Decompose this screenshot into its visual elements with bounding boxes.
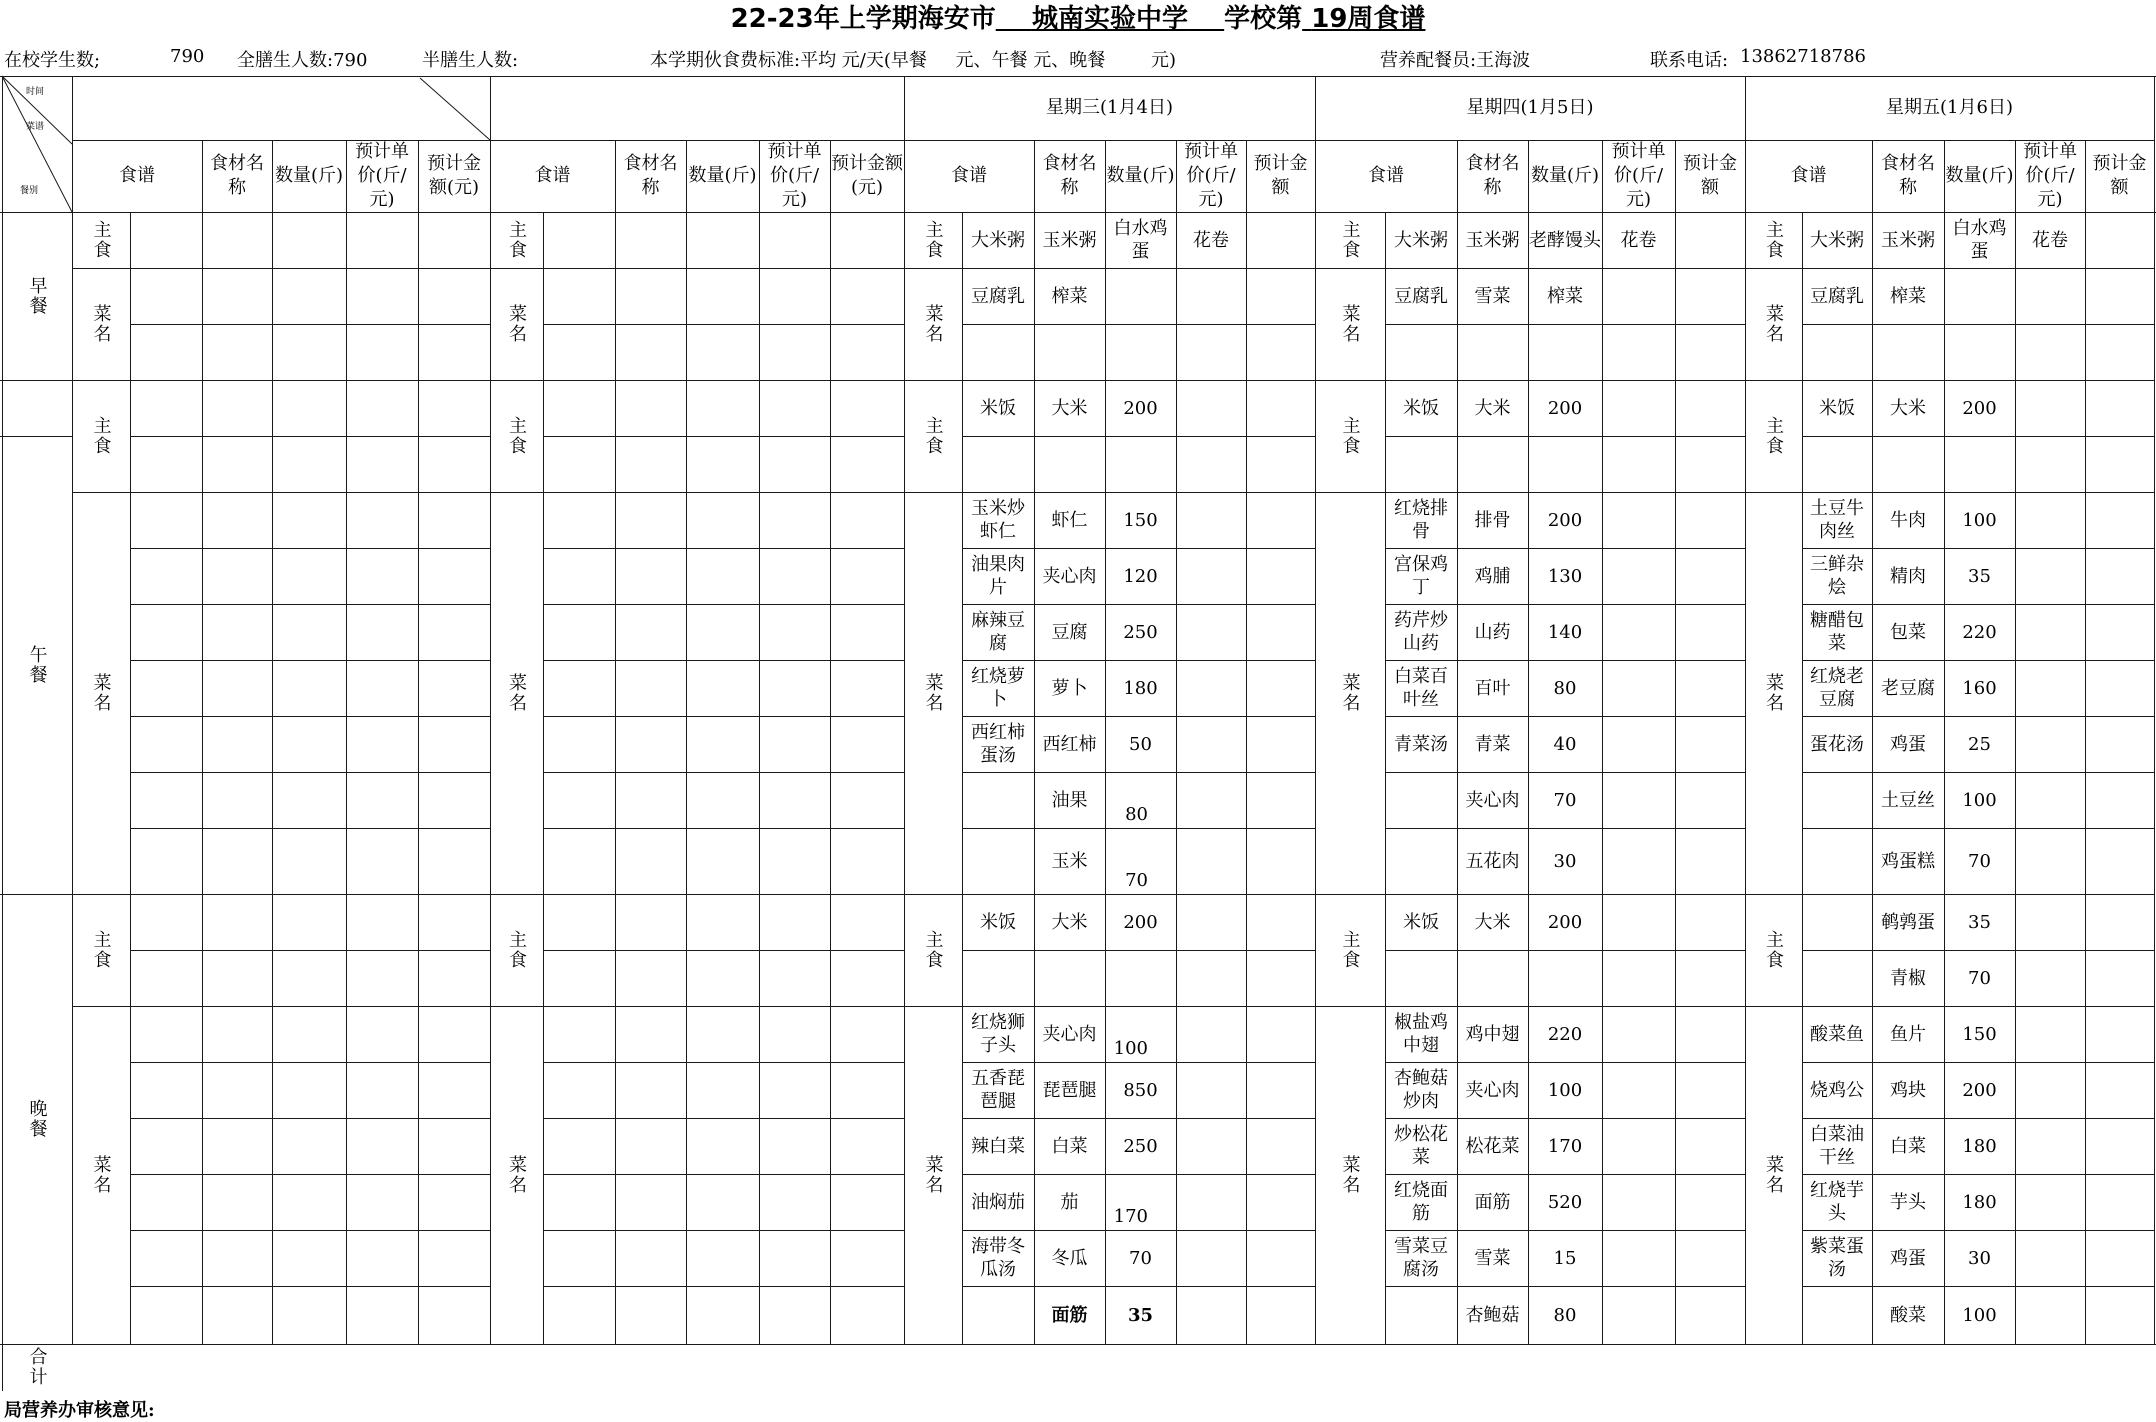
lunch-ingredient: 油果 [1051, 789, 1088, 811]
lunch-ingredient: 牛肉 [1890, 509, 1926, 531]
lunch-quantity: 250 [1123, 621, 1158, 643]
day-header: 星期五(1月6日) [1886, 97, 2013, 118]
grid-line [543, 1062, 905, 1063]
corner-time: 时间 [25, 87, 44, 97]
dinner-ingredient: 白菜 [1051, 1135, 1088, 1157]
lunch-quantity: 40 [1553, 733, 1577, 755]
col-header-amount: 预计金额(元) [831, 153, 903, 198]
label-dish: 菜名 [922, 304, 944, 344]
dinner-quantity: 180 [1962, 1135, 1997, 1157]
lunch-staple-quantity: 200 [1962, 397, 1997, 419]
lunch-quantity: 30 [1553, 850, 1577, 872]
col-header-ingredient: 食材名称 [1042, 153, 1097, 198]
dinner-staple-ingredient: 青椒 [1890, 967, 1926, 989]
lunch-ingredient: 排骨 [1474, 509, 1511, 531]
col-header-recipe: 食谱 [119, 165, 155, 186]
lunch-quantity: 25 [1968, 733, 1991, 755]
breakfast-item: 榨菜 [1051, 285, 1088, 307]
lunch-dish: 红烧萝卜 [971, 666, 1025, 710]
breakfast-item [1176, 268, 1246, 324]
lunch-quantity: 80 [1125, 804, 1148, 825]
breakfast-item [2015, 268, 2085, 324]
full-board-count: 全膳生人数:790 [237, 50, 368, 71]
grid-line [543, 828, 905, 829]
half-board-count: 半膳生人数: [422, 50, 519, 71]
breakfast-item: 老酵馒头 [1529, 229, 1601, 251]
lunch-ingredient: 豆腐 [1051, 621, 1088, 643]
dinner-dish [962, 1286, 1034, 1344]
label-staple: 主食 [1339, 930, 1361, 970]
grid-line [543, 1286, 905, 1287]
grid-line [130, 894, 491, 895]
lunch-ingredient: 老豆腐 [1881, 677, 1935, 699]
col-header-amount: 预计金额 [2092, 153, 2147, 198]
lunch-quantity: 35 [1968, 565, 1991, 587]
grid-line [130, 548, 491, 549]
dinner-staple-quantity: 70 [1968, 967, 1991, 989]
col-header-recipe: 食谱 [534, 165, 571, 186]
breakfast-item: 玉米粥 [1465, 229, 1520, 251]
grid-line [130, 436, 491, 437]
grid-line [543, 548, 905, 549]
col-header-quantity: 数量(斤) [1945, 165, 2014, 186]
dinner-ingredient: 夹心肉 [1042, 1023, 1097, 1045]
label-dish: 菜名 [1339, 1155, 1361, 1195]
grid-line [543, 894, 905, 895]
breakfast-item [1602, 268, 1675, 324]
lunch-ingredient: 青菜 [1474, 733, 1511, 755]
lunch-quantity: 220 [1962, 621, 1997, 643]
day-header: 星期三(1月4日) [1046, 97, 1173, 118]
label-dish: 菜名 [1763, 673, 1784, 713]
dinner-dish: 辣白菜 [971, 1135, 1025, 1157]
dinner-ingredient: 芋头 [1890, 1191, 1926, 1213]
lunch-quantity: 100 [1962, 509, 1997, 531]
breakfast-item [1944, 268, 2015, 324]
lunch-dish: 红烧老豆腐 [1810, 666, 1864, 710]
label-dish: 菜名 [90, 1155, 112, 1195]
dinner-quantity: 30 [1968, 1247, 1991, 1269]
dinner-quantity: 180 [1962, 1191, 1997, 1213]
grid-line [130, 772, 491, 773]
grid-line [543, 1230, 905, 1231]
grid-line [543, 1006, 905, 1007]
dinner-ingredient: 冬瓜 [1051, 1247, 1088, 1269]
lunch-quantity: 80 [1553, 677, 1577, 699]
dinner-dish: 杏鲍菇炒肉 [1394, 1068, 1448, 1112]
lunch-quantity: 70 [1125, 870, 1148, 891]
corner-meal: 餐别 [19, 186, 38, 196]
lunch-quantity: 100 [1962, 789, 1997, 811]
lunch-staple-quantity: 200 [1547, 397, 1583, 419]
lunch-dish: 西红柿蛋汤 [971, 722, 1025, 766]
dinner-quantity: 70 [1129, 1247, 1152, 1269]
dinner-ingredient: 酸菜 [1890, 1304, 1926, 1326]
col-header-ingredient: 食材名称 [1465, 153, 1520, 198]
grid-line [130, 492, 491, 493]
breakfast-item: 榨菜 [1890, 285, 1926, 307]
lunch-dish: 红烧排骨 [1394, 498, 1448, 542]
dinner-dish: 红烧芋头 [1810, 1180, 1864, 1224]
lunch-quantity: 180 [1123, 677, 1158, 699]
lunch-quantity: 150 [1123, 509, 1158, 531]
lunch-dish: 蛋花汤 [1810, 733, 1864, 755]
lunch-dish [962, 828, 1034, 894]
lunch-ingredient: 玉米 [1051, 850, 1088, 872]
label-staple: 主食 [922, 220, 944, 260]
breakfast-item: 榨菜 [1547, 285, 1583, 307]
label-staple: 主食 [1339, 220, 1361, 260]
label-staple: 主食 [90, 416, 112, 456]
col-header-unit-price: 预计单价(斤/元) [1184, 141, 1238, 210]
review-opinion: 局营养办审核意见: [4, 1400, 155, 1421]
dinner-dish [1802, 1286, 1872, 1344]
grid-line [130, 324, 491, 325]
grid-line [130, 1174, 491, 1175]
lunch-dish: 麻辣豆腐 [971, 610, 1025, 654]
grid-line [130, 380, 491, 381]
grid-line [543, 950, 905, 951]
dinner-dish: 油焖茄 [971, 1191, 1025, 1213]
dinner-ingredient: 面筋 [1051, 1304, 1088, 1326]
grid-line [962, 950, 1316, 951]
lunch-ingredient: 虾仁 [1051, 509, 1088, 531]
breakfast-item: 雪菜 [1474, 285, 1511, 307]
col-header-recipe: 食谱 [1790, 165, 1827, 186]
page-title: 22-23年上学期海安市 城南实验中学 学校第 19周食谱 [730, 4, 1426, 34]
dinner-ingredient: 雪菜 [1474, 1247, 1511, 1269]
grid-line [1385, 324, 1746, 325]
lunch-ingredient: 土豆丝 [1881, 789, 1935, 811]
dinner-ingredient: 面筋 [1474, 1191, 1511, 1213]
meal-fee-standard: 本学期伙食费标准:平均 元/天(早餐 元、午餐 元、晚餐 元) [650, 50, 1176, 71]
lunch-dish [1802, 772, 1872, 828]
lunch-dish [1385, 828, 1457, 894]
dinner-quantity: 150 [1962, 1023, 1997, 1045]
col-header-recipe: 食谱 [1368, 165, 1404, 186]
label-staple: 主食 [506, 220, 527, 260]
lunch-dish [1802, 828, 1872, 894]
grid-line [130, 660, 491, 661]
col-header-ingredient: 食材名称 [1881, 153, 1935, 198]
breakfast-item: 白水鸡蛋 [1952, 218, 2007, 262]
grid-line [543, 380, 905, 381]
label-dish: 菜名 [90, 673, 112, 713]
meal-lunch: 午餐 [26, 645, 48, 685]
label-staple: 主食 [922, 416, 944, 456]
breakfast-item [1105, 268, 1176, 324]
grid-line [130, 1118, 491, 1119]
dinner-ingredient: 杏鲍菇 [1465, 1304, 1520, 1326]
label-dish: 菜名 [922, 673, 944, 713]
label-staple: 主食 [1339, 416, 1361, 456]
phone-label: 联系电话: [1650, 50, 1729, 71]
dinner-dish: 椒盐鸡中翅 [1394, 1012, 1448, 1056]
grid-line [130, 1344, 491, 1345]
col-header-unit-price: 预计单价(斤/元) [2023, 141, 2077, 210]
label-dish: 菜名 [506, 1155, 527, 1195]
day-header: 星期四(1月5日) [1466, 97, 1594, 118]
grid-line [962, 436, 1316, 437]
col-header-amount: 预计金额 [1253, 153, 1308, 198]
grid-line [543, 1118, 905, 1119]
lunch-ingredient: 鸡蛋 [1890, 733, 1926, 755]
meal-total: 合计 [26, 1347, 48, 1387]
dinner-dish: 红烧狮子头 [971, 1012, 1025, 1056]
breakfast-item: 豆腐乳 [971, 285, 1025, 307]
lunch-dish: 糖醋包菜 [1810, 610, 1864, 654]
lunch-quantity: 140 [1547, 621, 1583, 643]
lunch-dish: 药芹炒山药 [1394, 610, 1448, 654]
label-staple: 主食 [1763, 416, 1784, 456]
lunch-quantity: 120 [1123, 565, 1158, 587]
label-dish: 菜名 [1763, 304, 1784, 344]
grid-line [130, 268, 491, 269]
grid-line [1385, 1344, 1746, 1345]
phone-number: 13862718786 [1740, 46, 1866, 67]
lunch-ingredient: 鸡蛋糕 [1881, 850, 1935, 872]
lunch-quantity: 70 [1553, 789, 1577, 811]
grid-line [0, 380, 73, 381]
dinner-ingredient: 鸡中翅 [1465, 1023, 1520, 1045]
lunch-dish: 土豆牛肉丝 [1810, 498, 1864, 542]
grid-line [543, 716, 905, 717]
dinner-dish: 烧鸡公 [1810, 1079, 1864, 1101]
grid-line [543, 772, 905, 773]
lunch-dish: 三鲜杂烩 [1810, 554, 1864, 598]
breakfast-item: 豆腐乳 [1810, 285, 1864, 307]
col-header-quantity: 数量(斤) [1530, 165, 1600, 186]
dinner-ingredient: 鸡块 [1890, 1079, 1926, 1101]
dinner-staple-ingredient: 大米 [1474, 911, 1511, 933]
lunch-quantity: 130 [1547, 565, 1583, 587]
students-label: 在校学生数; [4, 50, 101, 71]
dinner-staple-ingredient: 鹌鹑蛋 [1881, 911, 1935, 933]
dinner-staple-dish [1802, 894, 1872, 950]
lunch-dish [962, 772, 1034, 828]
grid-line [543, 436, 905, 437]
label-staple: 主食 [1763, 930, 1784, 970]
dinner-ingredient: 茄 [1060, 1191, 1079, 1213]
meal-breakfast: 早餐 [26, 276, 48, 316]
col-header-unit-price: 预计单价(斤/元) [767, 141, 822, 210]
dinner-dish: 红烧面筋 [1394, 1180, 1448, 1224]
lunch-ingredient: 萝卜 [1051, 677, 1088, 699]
dinner-quantity: 170 [1113, 1206, 1148, 1227]
lunch-ingredient: 山药 [1474, 621, 1511, 643]
lunch-ingredient: 包菜 [1890, 621, 1926, 643]
breakfast-item: 大米粥 [1810, 229, 1864, 251]
grid-line [1385, 950, 1746, 951]
grid-line [543, 660, 905, 661]
grid-line [1802, 324, 2155, 325]
dinner-dish: 白菜油干丝 [1810, 1124, 1864, 1168]
dinner-ingredient: 鱼片 [1890, 1023, 1926, 1045]
label-dish: 菜名 [1339, 304, 1361, 344]
dinner-ingredient: 琵琶腿 [1042, 1079, 1097, 1101]
grid-line [130, 1062, 491, 1063]
lunch-quantity: 200 [1547, 509, 1583, 531]
label-dish: 菜名 [506, 304, 527, 344]
grid-line [130, 212, 491, 213]
lunch-ingredient: 鸡脯 [1474, 565, 1511, 587]
dinner-dish [1385, 1286, 1457, 1344]
dinner-quantity: 200 [1962, 1079, 1997, 1101]
col-header-unit-price: 预计单价(斤/元) [355, 141, 409, 210]
lunch-staple-ingredient: 大米 [1890, 397, 1926, 419]
grid-line [543, 1344, 905, 1345]
dinner-quantity: 15 [1553, 1247, 1577, 1269]
lunch-staple-quantity: 200 [1123, 397, 1158, 419]
breakfast-item: 玉米粥 [1881, 229, 1935, 251]
grid-line [1802, 1344, 2155, 1345]
breakfast-item: 花卷 [2032, 229, 2068, 251]
dinner-quantity: 80 [1553, 1304, 1577, 1326]
col-header-amount: 预计金额(元) [427, 153, 481, 198]
dinner-staple-dish [1802, 950, 1872, 1006]
breakfast-item: 玉米粥 [1042, 229, 1097, 251]
col-header-quantity: 数量(斤) [274, 165, 344, 186]
students-value: 790 [170, 46, 205, 67]
dinner-quantity: 35 [1127, 1304, 1154, 1326]
dinner-dish: 酸菜鱼 [1810, 1023, 1864, 1045]
grid-line [130, 950, 491, 951]
dinner-quantity: 220 [1547, 1023, 1583, 1045]
label-staple: 主食 [506, 930, 527, 970]
dinner-dish: 炒松花菜 [1394, 1124, 1448, 1168]
label-dish: 菜名 [506, 673, 527, 713]
col-header-ingredient: 食材名称 [210, 153, 264, 198]
lunch-dish: 油果肉片 [971, 554, 1025, 598]
lunch-dish: 玉米炒虾仁 [971, 498, 1025, 542]
col-header-quantity: 数量(斤) [1106, 165, 1175, 186]
dinner-dish: 海带冬瓜汤 [971, 1236, 1025, 1280]
grid-line [543, 1174, 905, 1175]
grid-line [130, 604, 491, 605]
lunch-ingredient: 西红柿 [1042, 733, 1097, 755]
breakfast-item: 大米粥 [1394, 229, 1448, 251]
col-header-amount: 预计金额 [1683, 153, 1737, 198]
grid-line [543, 604, 905, 605]
meal-dinner: 晚餐 [26, 1099, 48, 1139]
label-staple: 主食 [506, 416, 527, 456]
grid-line [543, 324, 905, 325]
grid-line [130, 1230, 491, 1231]
grid-line [1802, 436, 2155, 437]
lunch-staple-ingredient: 大米 [1474, 397, 1511, 419]
grid-line [543, 212, 905, 213]
breakfast-item: 豆腐乳 [1394, 285, 1448, 307]
col-header-ingredient: 食材名称 [623, 153, 678, 198]
grid-line [130, 716, 491, 717]
label-dish: 菜名 [922, 1155, 944, 1195]
grid-line [962, 1344, 1316, 1345]
dinner-ingredient: 鸡蛋 [1890, 1247, 1926, 1269]
dinner-staple-quantity: 200 [1547, 911, 1583, 933]
dinner-quantity: 100 [1113, 1038, 1148, 1059]
dinner-quantity: 520 [1547, 1191, 1583, 1213]
col-header-unit-price: 预计单价(斤/元) [1611, 141, 1666, 210]
dinner-dish: 雪菜豆腐汤 [1394, 1236, 1448, 1280]
dinner-quantity: 100 [1962, 1304, 1997, 1326]
dinner-staple-quantity: 200 [1123, 911, 1158, 933]
lunch-staple-dish: 米饭 [1819, 397, 1855, 419]
dinner-dish: 五香琵琶腿 [971, 1068, 1025, 1112]
lunch-quantity: 70 [1968, 850, 1991, 872]
lunch-dish [1385, 772, 1457, 828]
dinner-staple-dish: 米饭 [1403, 911, 1439, 933]
grid-line [1385, 436, 1746, 437]
label-staple: 主食 [90, 930, 112, 970]
dinner-staple-ingredient: 大米 [1051, 911, 1088, 933]
grid-line [543, 268, 905, 269]
lunch-dish: 白菜百叶丝 [1394, 666, 1448, 710]
dinner-ingredient: 白菜 [1890, 1135, 1926, 1157]
grid-line [543, 492, 905, 493]
grid-line [130, 1286, 491, 1287]
lunch-quantity: 50 [1129, 733, 1152, 755]
grid-line [962, 324, 1316, 325]
lunch-ingredient: 五花肉 [1465, 850, 1520, 872]
lunch-ingredient: 精肉 [1890, 565, 1926, 587]
dinner-staple-quantity: 35 [1968, 911, 1991, 933]
label-staple: 主食 [90, 220, 112, 260]
lunch-ingredient: 夹心肉 [1042, 565, 1097, 587]
grid-line [130, 1006, 491, 1007]
dinner-dish: 紫菜蛋汤 [1810, 1236, 1864, 1280]
label-dish: 菜名 [1339, 673, 1361, 713]
label-staple: 主食 [1763, 220, 1784, 260]
lunch-dish: 青菜汤 [1394, 733, 1448, 755]
lunch-staple-ingredient: 大米 [1051, 397, 1088, 419]
grid-line [130, 828, 491, 829]
breakfast-item: 花卷 [1620, 229, 1657, 251]
dinner-quantity: 100 [1547, 1079, 1583, 1101]
dinner-ingredient: 夹心肉 [1465, 1079, 1520, 1101]
col-header-quantity: 数量(斤) [688, 165, 757, 186]
lunch-ingredient: 夹心肉 [1465, 789, 1520, 811]
breakfast-item: 花卷 [1193, 229, 1229, 251]
col-header-recipe: 食谱 [951, 165, 987, 186]
lunch-staple-dish: 米饭 [1403, 397, 1439, 419]
dinner-staple-dish: 米饭 [980, 911, 1016, 933]
dinner-quantity: 170 [1547, 1135, 1583, 1157]
label-dish: 菜名 [1763, 1155, 1784, 1195]
dinner-quantity: 850 [1123, 1079, 1158, 1101]
label-dish: 菜名 [90, 304, 112, 344]
lunch-staple-dish: 米饭 [980, 397, 1016, 419]
lunch-quantity: 160 [1962, 677, 1997, 699]
corner-menu: 菜谱 [25, 122, 44, 132]
label-staple: 主食 [922, 930, 944, 970]
dinner-quantity: 250 [1123, 1135, 1158, 1157]
lunch-ingredient: 百叶 [1474, 677, 1511, 699]
dinner-ingredient: 松花菜 [1465, 1135, 1520, 1157]
dietitian: 营养配餐员:王海波 [1380, 50, 1531, 71]
lunch-dish: 宫保鸡丁 [1394, 554, 1448, 598]
breakfast-item: 白水鸡蛋 [1113, 218, 1168, 262]
breakfast-item: 大米粥 [971, 229, 1025, 251]
